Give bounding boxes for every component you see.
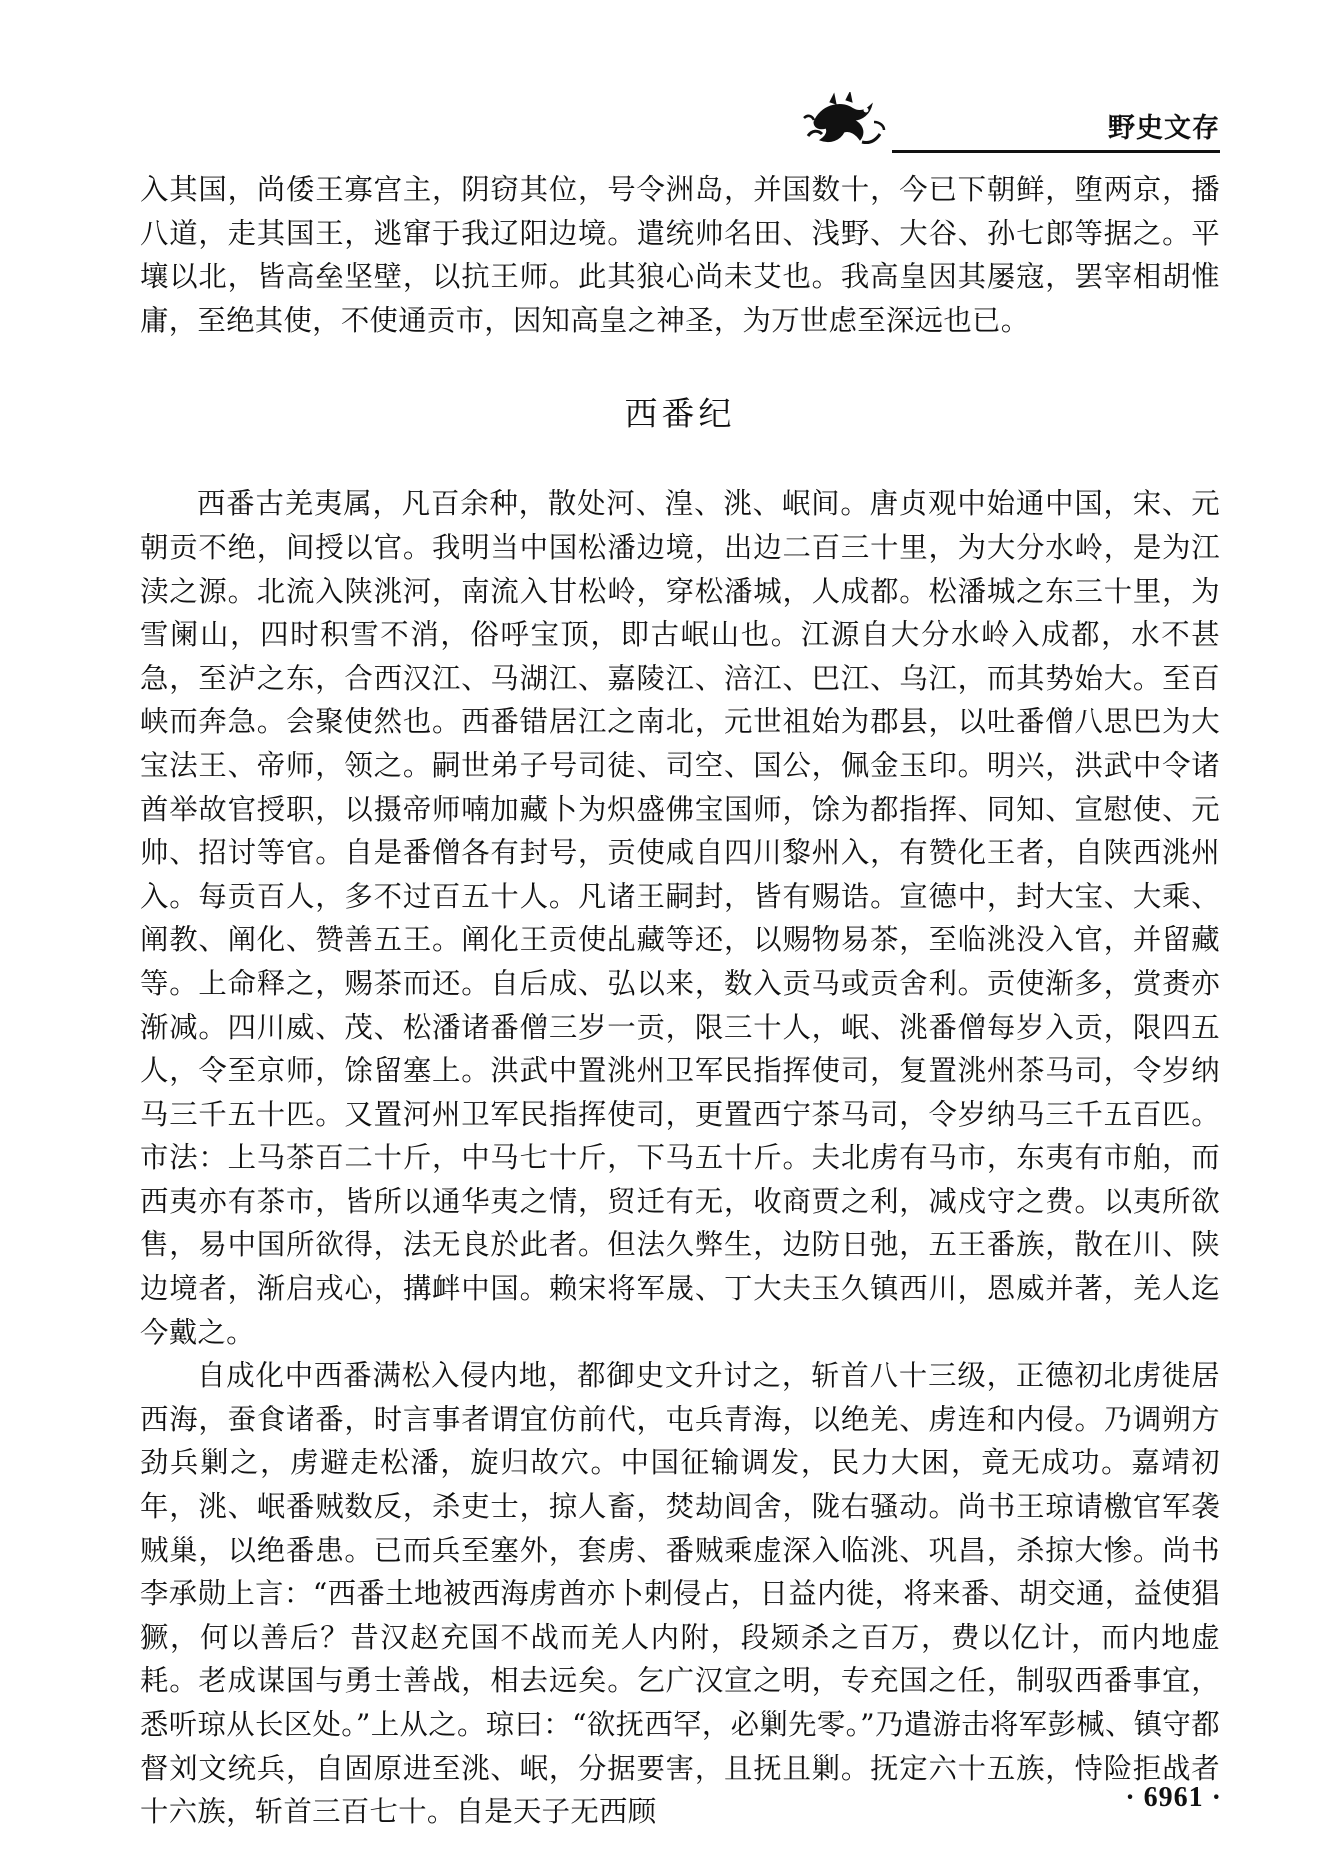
dragon-emblem-icon [800, 92, 892, 154]
header-rule [892, 150, 1220, 153]
body-paragraph: 西番古羌夷属，凡百余种，散处河、湟、洮、岷间。唐贞观中始通中国，宋、元朝贡不绝，间授以官。我明当中国松潘边境，出边二百三十里，为大分水岭，是为江渎之源。北流入陕洮河，南流入甘松岭，穿松潘城，人成都。松潘城之东三十里，为雪阑山，四时积雪不消，俗呼宝顶，即古岷山也。江源自大分水岭入成都，水不甚急，至泸之东，合西汉江、马湖江、嘉陵江、涪江、巴江、乌江，而其势始大。至百峡而奔急。会聚使然也。西番错居江之南北，元世祖始为郡县，以吐番僧八思巴为大宝法王、帝师，领之。嗣世弟子号司徒、司空、国公，佩金玉印。明兴，洪武中令诸酋举故官授职，以摄帝师喃加藏卜为炽盛佛宝国师，馀为都指挥、同知、宣慰使、元帅、招讨等官。自是番僧各有封号，贡使咸自四川黎州入，有赞化王者，自陕西洮州入。每贡百人，多不过百五十人。凡诸王嗣封，皆有赐诰。宣德中，封大宝、大乘、阐教、阐化、赞善五王。阐化王贡使乩藏等还，以赐物易茶，至临洮没入官，并留藏等。上命释之，赐茶而还。自后成、弘以来，数入贡马或贡舍利。贡使渐多，赏赉亦渐减。四川威、茂、松潘诸番僧三岁一贡，限三十人，岷、洮番僧每岁入贡，限四五人，令至京师，馀留塞上。洪武中置洮州卫军民指挥使司，复置洮州茶马司，令岁纳马三千五十匹。又置河州卫军民指挥使司，更置西宁茶马司，令岁纳马三千五百匹。市法：上马茶百二十斤，中马七十斤，下马五十斤。夫北虏有马市，东夷有市舶，而西夷亦有茶市，皆所以通华夷之情，贸迁有无，收商贾之利，减戍守之费。以夷所欲售，易中国所欲得，法无良於此者。但法久弊生，边防日弛，五王番族，散在川、陕边境者，渐启戎心，搆衅中国。赖宋将军晟、丁大夫玉久镇西川，恩威并著，羌人迄今戴之。 [140, 487, 1220, 1349]
page-number: · 6961 · [1125, 1782, 1222, 1813]
continued-paragraph: 入其国，尚倭王寡宫主，阴窃其位，号令洲岛，并国数十，今已下朝鲜，堕两京，播八道，走其国王，逃窜于我辽阳边境。遣统帅名田、浅野、大谷、孙七郎等据之。平壤以北，皆高垒坚壁，以抗王师。此其狼心尚未艾也。我高皇因其屡寇，罢宰相胡惟庸，至绝其使，不使通贡市，因知高皇之神圣，为万世虑至深远也已。 [140, 173, 1220, 337]
running-header [800, 92, 1220, 154]
section-title: 西番纪 [624, 394, 736, 434]
page-body [140, 168, 1220, 1834]
body-paragraph: 自成化中西番满松入侵内地，都御史文升讨之，斩首八十三级，正德初北虏徙居西海，蚕食诸番，时言事者谓宜仿前代，屯兵青海，以绝羌、虏连和内侵。乃调朔方劲兵剿之，虏避走松潘，旋归故穴。中国征输调发，民力大困，竟无成功。嘉靖初年，洮、岷番贼数反，杀吏士，掠人畜，焚劫闾舍，陇右骚动。尚书王琼请檄官军袭贼巢，以绝番患。已而兵至塞外，套虏、番贼乘虚深入临洮、巩昌，杀掠大惨。尚书李承勋上言：“西番土地被西海虏酋亦卜剌侵占，日益内徙，将来番、胡交通，益使猖獗，何以善后？昔汉赵充国不战而羌人内附，段颎杀之百万，费以亿计，而内地虚耗。老成谋国与勇士善战，相去远矣。乞广汉宣之明，专充国之任，制驭西番事宜，悉听琼从长区处。”上从之。琼曰：“欲抚西罕，必剿先零。”乃遣游击将军彭椷、镇守都督刘文统兵，自固原进至洮、岷，分据要害，且抚且剿。抚定六十五族，恃险拒战者十六族，斩首三百七十。自是天子无西顾 [140, 1359, 1220, 1829]
series-title: 野史文存 [1108, 113, 1220, 144]
